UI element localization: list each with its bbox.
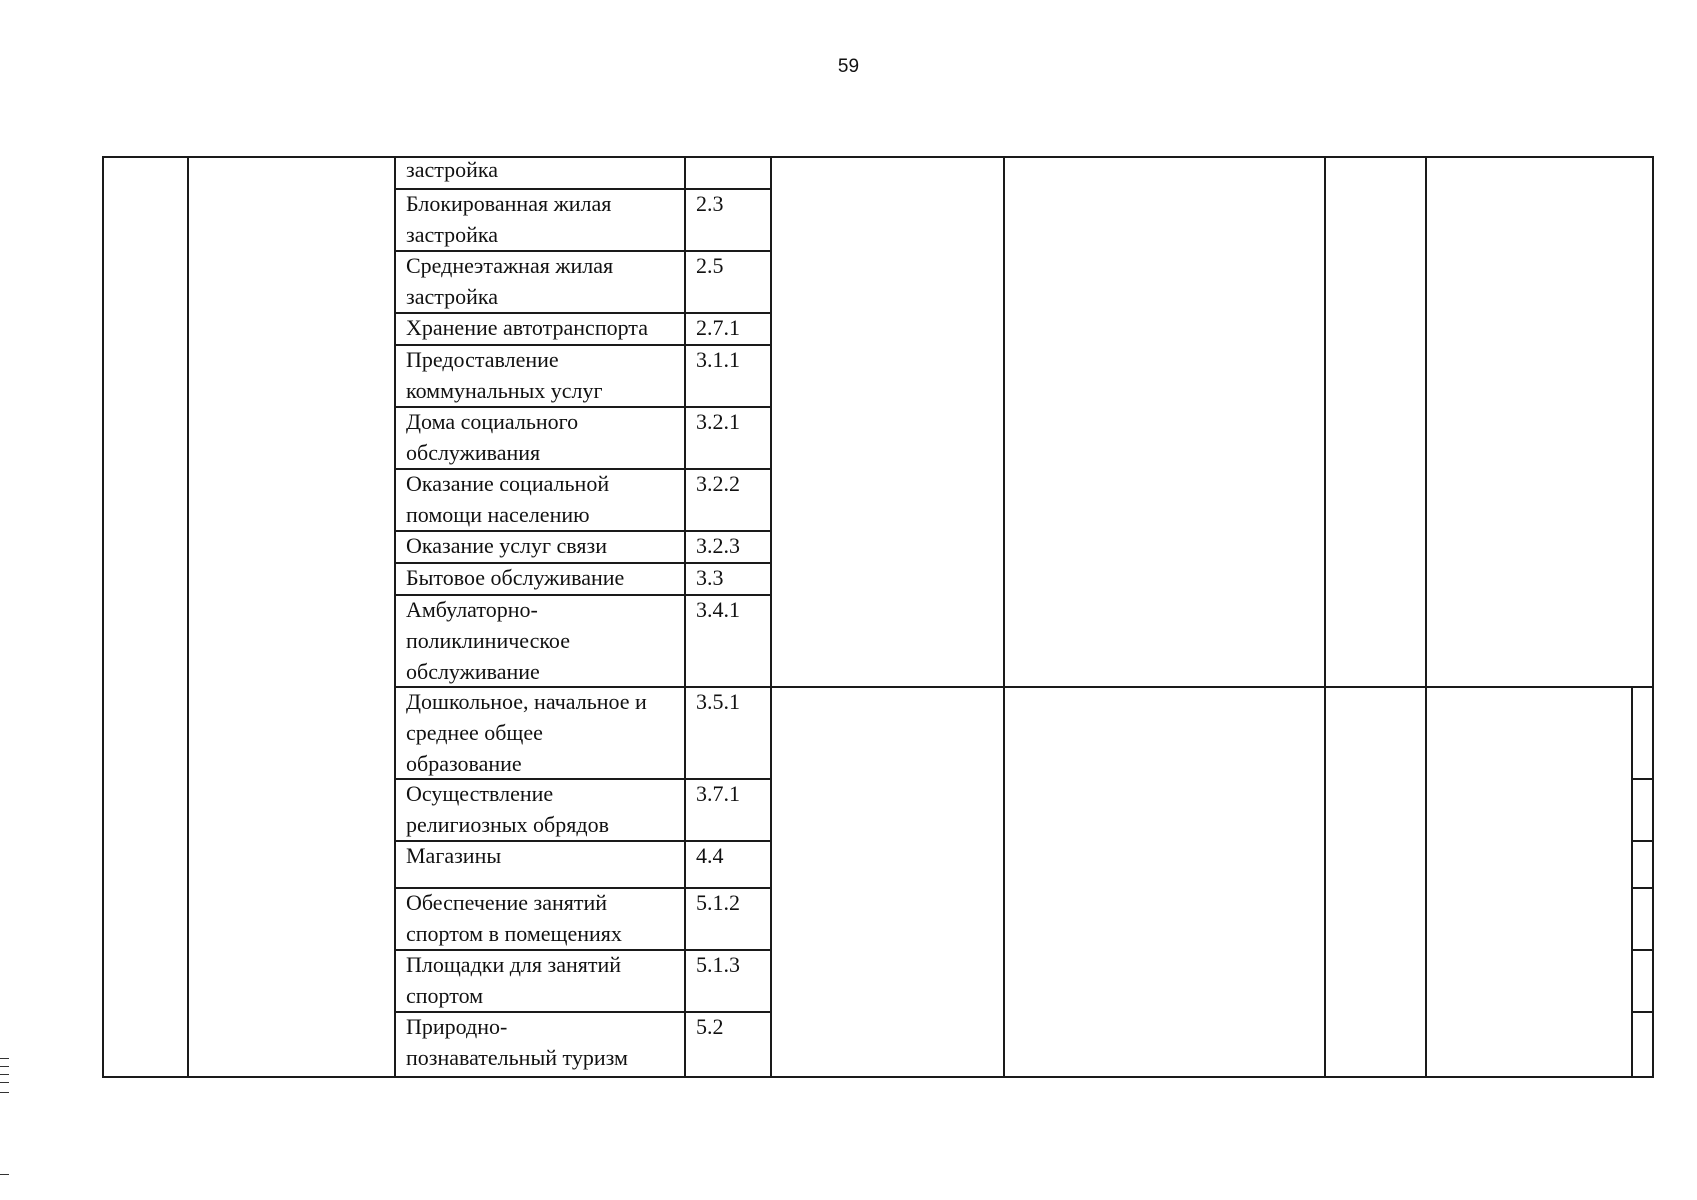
land-use-name-line: поликлиническое: [406, 628, 570, 653]
land-use-name-line: Блокированная жилая: [406, 191, 612, 216]
column-line: [1324, 156, 1326, 1078]
land-use-name-line: спортом: [406, 983, 484, 1008]
margin-mark: [0, 1074, 9, 1075]
page-number: 59: [837, 56, 860, 77]
land-use-name: [406, 778, 609, 840]
margin-mark: [0, 1058, 9, 1059]
land-use-name-line: коммунальных услуг: [406, 378, 603, 403]
land-use-name-line: Хранение автотранспорта: [406, 315, 648, 340]
land-use-name-line: Среднеэтажная жилая: [406, 253, 614, 278]
row-line-narrow: [1631, 949, 1652, 951]
land-use-name: [406, 344, 603, 406]
land-use-name-line: познавательный туризм: [406, 1045, 628, 1070]
table-border-bottom: [102, 1076, 1652, 1078]
land-use-name: [406, 594, 570, 687]
land-use-code: 2.5: [696, 253, 724, 278]
column-line-narrow: [1631, 686, 1633, 1078]
land-use-name-line: Дома социального: [406, 409, 579, 434]
table-border-left: [102, 156, 104, 1078]
land-use-name: [406, 406, 578, 468]
land-use-name-line: застройка: [406, 222, 498, 247]
land-use-name: [406, 840, 501, 871]
land-use-name: [406, 188, 611, 250]
land-use-table: [102, 156, 1652, 1078]
land-use-name: [406, 1011, 628, 1073]
land-use-name-line: Предоставление: [406, 347, 559, 372]
column-line: [1003, 156, 1005, 1078]
column-line: [1425, 156, 1427, 1078]
land-use-code: 5.1.2: [696, 890, 740, 915]
land-use-name-line: Оказание социальной: [406, 471, 610, 496]
margin-mark: [0, 1092, 9, 1093]
column-line: [684, 156, 686, 1078]
land-use-name-line: Оказание услуг связи: [406, 533, 607, 558]
land-use-name-line: Осуществление: [406, 781, 554, 806]
land-use-name: [406, 949, 621, 1011]
land-use-name-line: образование: [406, 751, 522, 776]
land-use-code: 3.4.1: [696, 597, 740, 622]
land-use-name-line: Природно-: [406, 1014, 508, 1039]
margin-mark: [0, 1174, 9, 1175]
land-use-name-line: обслуживание: [406, 659, 540, 684]
land-use-name: [406, 530, 607, 561]
land-use-name: [406, 887, 622, 949]
land-use-code: 3.2.1: [696, 409, 740, 434]
table-border-right: [1652, 156, 1654, 1078]
land-use-name: [406, 250, 613, 312]
column-line: [394, 156, 396, 1078]
row-line-narrow: [1631, 1011, 1652, 1013]
land-use-name: [406, 154, 498, 185]
land-use-name: [406, 468, 609, 530]
land-use-name-line: помощи населению: [406, 502, 590, 527]
land-use-code: 3.5.1: [696, 689, 740, 714]
land-use-name-line: Обеспечение занятий: [406, 890, 608, 915]
land-use-code: 2.3: [696, 191, 724, 216]
land-use-code: 5.1.3: [696, 952, 740, 977]
land-use-name-line: Дошкольное, начальное и: [406, 689, 647, 714]
land-use-name-line: застройка: [406, 157, 498, 182]
land-use-name-line: застройка: [406, 284, 498, 309]
land-use-code: 3.1.1: [696, 347, 740, 372]
margin-mark: [0, 1082, 9, 1083]
land-use-code: 3.3: [696, 565, 724, 590]
row-line-narrow: [1631, 840, 1652, 842]
land-use-code: 3.7.1: [696, 781, 740, 806]
land-use-code: 4.4: [696, 843, 724, 868]
land-use-name-line: Площадки для занятий: [406, 952, 622, 977]
land-use-code: 3.2.2: [696, 471, 740, 496]
land-use-code: 5.2: [696, 1014, 724, 1039]
land-use-name-line: обслуживания: [406, 440, 541, 465]
land-use-name-line: Бытовое обслуживание: [406, 565, 625, 590]
land-use-name-line: спортом в помещениях: [406, 921, 622, 946]
column-line: [770, 156, 772, 1078]
land-use-name-line: Магазины: [406, 843, 502, 868]
land-use-name-line: среднее общее: [406, 720, 543, 745]
column-line: [187, 156, 189, 1078]
margin-mark: [0, 1066, 9, 1067]
land-use-name: [406, 312, 648, 343]
land-use-name: [406, 562, 624, 593]
land-use-name-line: Амбулаторно-: [406, 597, 538, 622]
land-use-code: 3.2.3: [696, 533, 740, 558]
land-use-code: 2.7.1: [696, 315, 740, 340]
land-use-name: [406, 686, 647, 779]
table-border-top: [102, 156, 1652, 158]
row-line-narrow: [1631, 887, 1652, 889]
land-use-name-line: религиозных обрядов: [406, 812, 609, 837]
row-line-narrow: [1631, 778, 1652, 780]
